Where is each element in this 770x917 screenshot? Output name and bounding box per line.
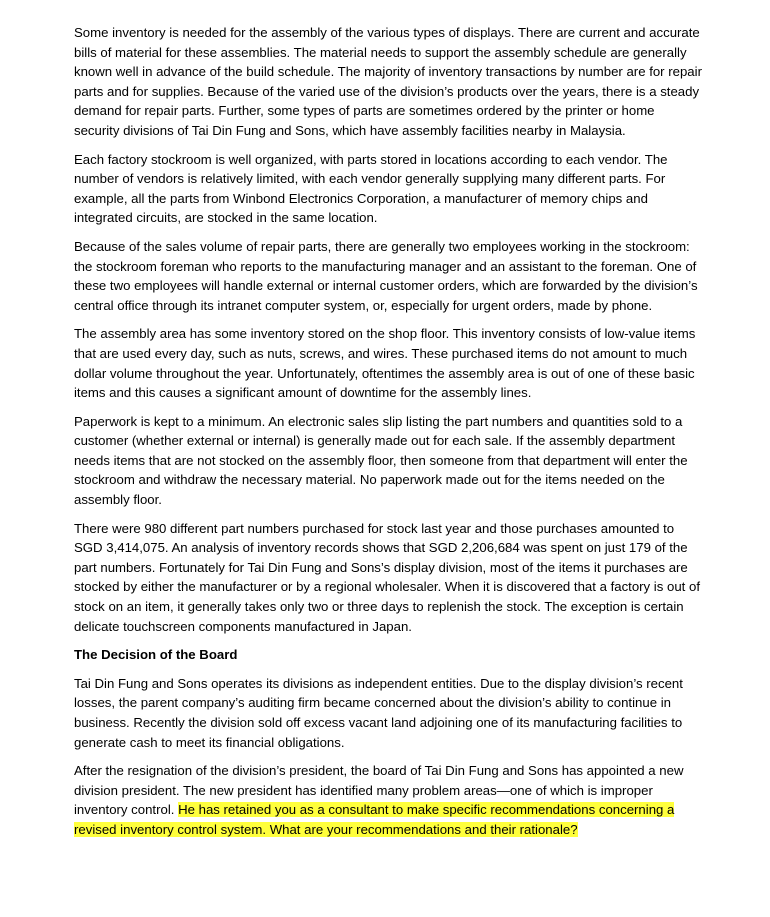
highlighted-question: He has retained you as a consultant to make specific recommendations concerning a revised inventory control system. What are your recommendations and their rationale? xyxy=(74,802,675,837)
paragraph-consultant-task xyxy=(74,761,702,839)
paragraph-part-numbers: There were 980 different part numbers purchased for stock last year and those purchases amounted to SGD 3,414,075. An analysis of inventory records shows that SGD 2,206,684 was spent on just 179 of the part numbers. Fortunately for Tai Din Fung and Sons’s display division, most of the items it purchases are stocked by either the manufacturer or by a regional wholesaler. When it is discovered that a factory is out of stock on an item, it generally takes only two or three days to replenish the stock. The exception is certain delicate touchscreen components manufactured in Japan. xyxy=(74,520,700,634)
paragraph-stockroom-organization: Each factory stockroom is well organized, with parts stored in locations according to each vendor. The number of vendors is relatively limited, with each vendor generally supplying many different parts. For example, all the parts from Winbond Electronics Corporation, a manufacturer of memory chips and integrated circuits, are stocked in the same location. xyxy=(74,151,668,226)
paragraph-board-decision: Tai Din Fung and Sons operates its divisions as independent entities. Due to the display division’s recent losses, the parent company’s auditing firm became concerned about the division’s ability to continue in business. Recently the division sold off excess vacant land adjoining one of its manufacturing facilities to generate cash to meet its financial obligations. xyxy=(74,675,683,750)
section-heading: The Decision of the Board xyxy=(74,647,238,663)
paragraph-assembly-inventory: Some inventory is needed for the assembly of the various types of displays. There are current and accurate bills of material for these assemblies. The material needs to support the assembly schedule are generally known well in advance of the build schedule. The majority of inventory transactions by number are for repair parts and for supplies. Because of the varied use of the division’s products over the years, there is a steady demand for repair parts. Further, some types of parts are sometimes ordered by the printer or home security divisions of Tai Din Fung and Sons, which have assembly facilities nearby in Malaysia. xyxy=(74,25,702,138)
paragraph-stockroom-staff: Because of the sales volume of repair parts, there are generally two employees working in the stockroom: the stockroom foreman who reports to the manufacturing manager and an assistant to the foreman. One of these two employees will handle external or internal customer orders, which are forwarded by the division’s central office through its intranet computer system, or, especially for urgent orders, made by phone. xyxy=(74,238,698,313)
document-page xyxy=(74,23,702,849)
paragraph-paperwork: Paperwork is kept to a minimum. An electronic sales slip listing the part numbers and quantities sold to a customer (whether external or internal) is generally made out for each sale. If the assembly department needs items that are not stocked on the assembly floor, then someone from that department will enter the stockroom and withdraw the necessary material. No paperwork made out for the items needed on the assembly floor. xyxy=(74,413,688,508)
paragraph-shop-floor-inventory: The assembly area has some inventory stored on the shop floor. This inventory consists of low-value items that are used every day, such as nuts, screws, and wires. These purchased items do not amount to much dollar volume throughout the year. Unfortunately, oftentimes the assembly area is out of one of these basic items and this causes a significant amount of downtime for the assembly lines. xyxy=(74,326,696,401)
consultant-task-plain-text: After the resignation of the division’s president, the board of Tai Din Fung and Sons has appointed a new division president. The new president has identified many problem areas—one of which is improper inventory control. xyxy=(74,763,684,818)
